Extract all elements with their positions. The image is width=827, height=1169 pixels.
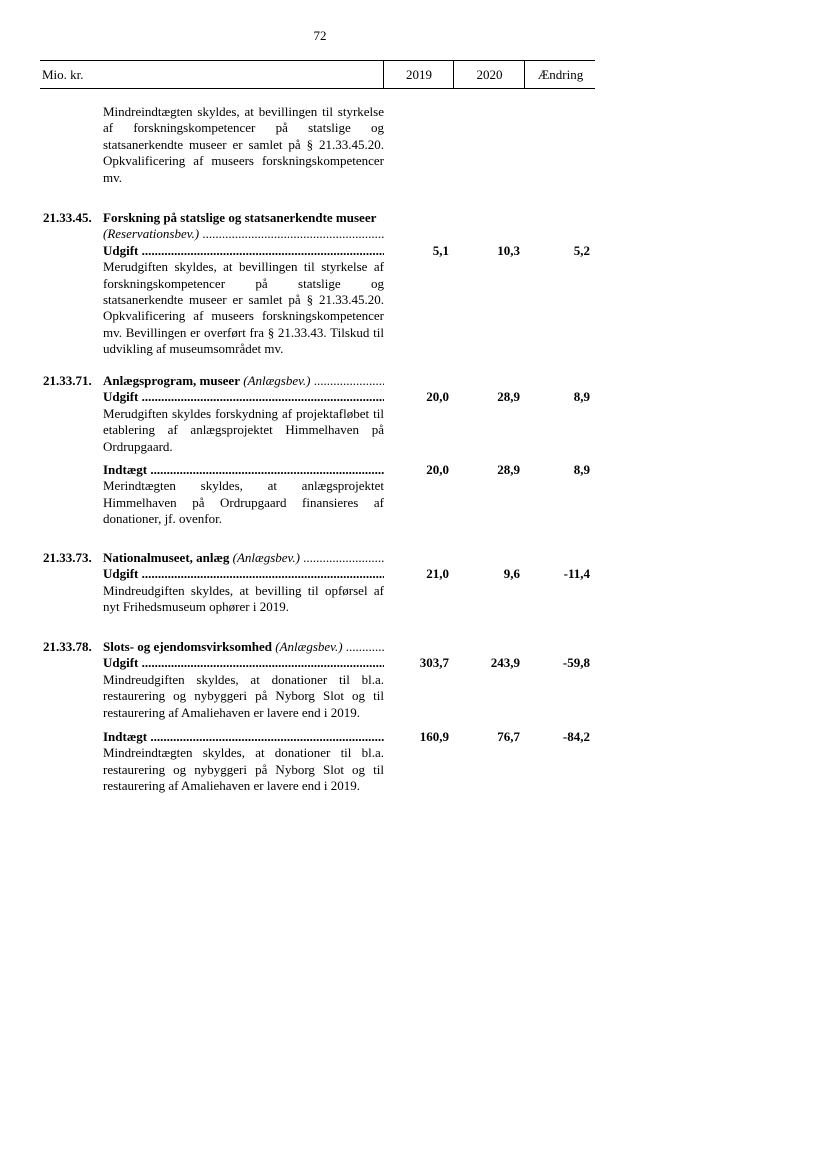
column-header-2019: 2019 xyxy=(383,61,454,88)
row-description: Merudgiften skyldes, at bevillingen til styrkelse af forskningskompetencer på statslige og statsanerkendte museer er samlet på § 21.33.45.20. Opkvalificering af museers forskningskompetencer mv. Bevillingen er overført fra § 21.33.43. Tilskud til udvikling af museumsområdet mv. xyxy=(103,259,384,357)
row-description: Merudgiften skyldes forskydning af projektafløbet til etablering af anlægsprojektet Himmelhaven på Ordrupgaard. xyxy=(103,405,384,454)
section-title: Anlægsprogram, museer (Anlægsbev.) ..... xyxy=(103,373,384,389)
value-change: -84,2 xyxy=(562,729,590,744)
section-title: Slots- og ejendomsvirksomhed (Anlægsbev.) ..... xyxy=(103,639,384,655)
value-2019: 20,0 xyxy=(426,389,449,405)
section-code: 21.33.73. xyxy=(43,550,92,565)
unit-label: Mio. kr. xyxy=(42,67,84,82)
value-2019: 303,7 xyxy=(419,655,449,671)
row-label: Udgift ..... xyxy=(103,243,384,259)
table-header xyxy=(40,60,595,89)
section-title: Forskning på statslige og statsanerkendte museer xyxy=(103,210,377,225)
row-label: Indtægt ..... xyxy=(103,462,384,478)
row-description: Mindreudgiften skyldes, at bevilling til opførsel af nyt Frihedsmuseum ophører i 2019. xyxy=(103,582,384,615)
section-code: 21.33.71. xyxy=(43,373,92,388)
value-2019: 20,0 xyxy=(426,462,449,477)
column-header-change: Ændring xyxy=(524,61,596,88)
row-label: Udgift ..... xyxy=(103,566,384,582)
value-2019: 21,0 xyxy=(426,566,449,582)
value-2020: 243,9 xyxy=(490,655,520,671)
row-description: Merindtægten skyldes, at anlægsprojektet Himmelhaven på Ordrupgaard finansieres af donationer, jf. ovenfor. xyxy=(103,478,384,527)
value-change: 5,2 xyxy=(573,242,590,258)
value-2020: 76,7 xyxy=(497,729,520,744)
value-2020: 10,3 xyxy=(497,242,520,258)
value-2020: 28,9 xyxy=(497,389,520,405)
section-subtitle: (Reservationsbev.) ..... xyxy=(103,226,384,242)
value-change: -59,8 xyxy=(562,655,590,671)
section-code: 21.33.78. xyxy=(43,639,92,654)
section-code: 21.33.45. xyxy=(43,210,92,225)
value-2020: 28,9 xyxy=(497,462,520,477)
row-label: Udgift ..... xyxy=(103,655,384,671)
row-label: Udgift ..... xyxy=(103,389,384,405)
value-2019: 160,9 xyxy=(419,729,449,744)
section-title: Nationalmuseet, anlæg (Anlægsbev.) ..... xyxy=(103,550,384,566)
row-description: Mindreindtægten skyldes, at donationer til bl.a. restaurering og nybyggeri på Nyborg Slot og til restaurering af Amaliehaven er lavere end i 2019. xyxy=(103,745,384,794)
value-2020: 9,6 xyxy=(503,566,520,582)
column-header-2020: 2020 xyxy=(453,61,525,88)
value-2019: 5,1 xyxy=(432,242,449,258)
page-number: 72 xyxy=(313,28,327,43)
value-change: 8,9 xyxy=(573,462,590,477)
row-label: Indtægt ..... xyxy=(103,729,384,745)
intro-text: Mindreindtægten skyldes, at bevillingen til styrkelse af forskningskompetencer på statslige og statsanerkendte museer er samlet på § 21.33.45.20. Opkvalificering af museers forskningskompetencer mv. xyxy=(103,104,384,185)
row-description: Mindreudgiften skyldes, at donationer til bl.a. restaurering og nybyggeri på Nyborg Slot og til restaurering af Amaliehaven er lavere end i 2019. xyxy=(103,671,384,720)
value-change: -11,4 xyxy=(563,566,590,582)
value-change: 8,9 xyxy=(573,389,590,405)
